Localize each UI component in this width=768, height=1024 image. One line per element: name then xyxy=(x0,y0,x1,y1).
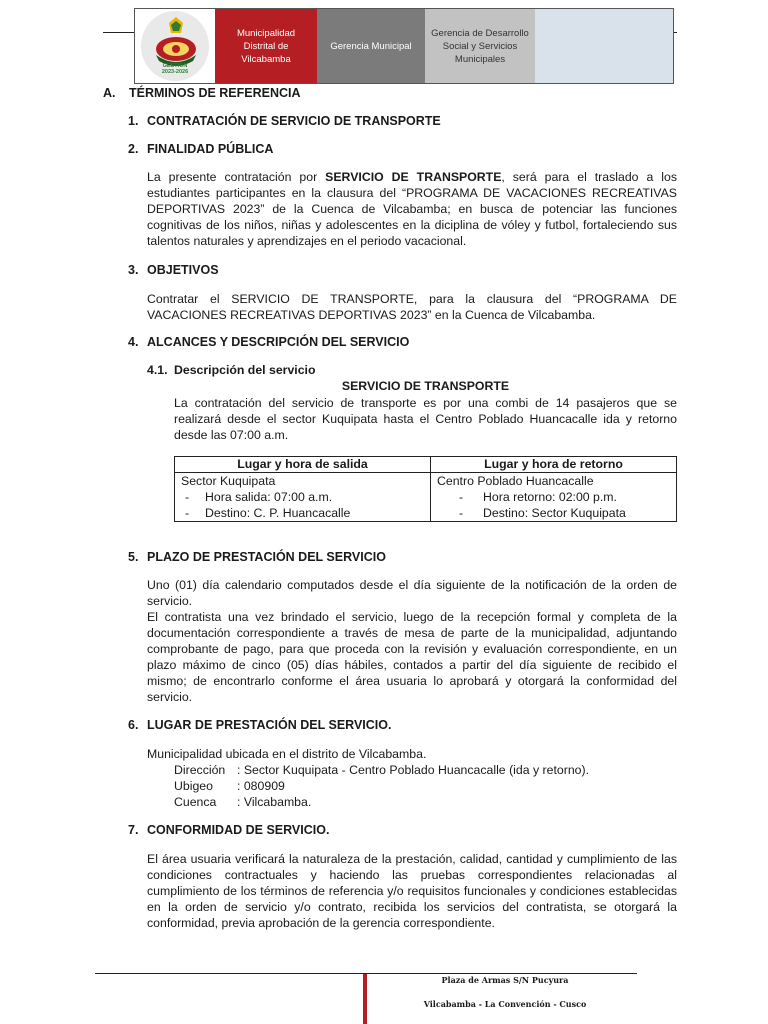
subsection-4-1-num: 4.1. xyxy=(147,363,168,377)
section-4-num: 4. xyxy=(128,335,139,349)
letterhead xyxy=(134,8,674,84)
return-place: Centro Poblado Huancacalle xyxy=(437,474,594,488)
schedule-table xyxy=(174,456,677,522)
logo-cell xyxy=(135,9,215,83)
section-2-title: FINALIDAD PÚBLICA xyxy=(147,142,274,156)
section-7-paragraph: El área usuaria verificará la naturaleza de la prestación, calidad, cantidad y cumplimiento de las condiciones contractuales y haciendo las pruebas correspondientes relacionadas al cumplimiento de los términos de referencia y/o requisitos funcionales y condiciones establecidas en la orden de servicio y/o contrato, recibida los servicios del contratista, se otorgará la conformidad, previa aprobación de la gerencia correspondiente. xyxy=(147,852,677,930)
location-label: Dirección xyxy=(174,763,226,777)
departure-time: Hora salida: 07:00 a.m. xyxy=(205,490,333,504)
return-destination: Destino: Sector Kuquipata xyxy=(483,506,626,520)
departure-item xyxy=(181,505,424,521)
section-3-num: 3. xyxy=(128,263,139,277)
logo-caption: GESTIÓN 2023-2026 xyxy=(161,63,189,75)
section-3-paragraph: Contratar el SERVICIO DE TRANSPORTE, para la clausura del “PROGRAMA DE VACACIONES RECREATIVAS DEPORTIVAS 2023” en la Cuenca de Vilcabamba. xyxy=(147,292,677,322)
section-3-title: OBJETIVOS xyxy=(147,263,219,277)
bullet-dash: - xyxy=(459,506,464,520)
section-2-num: 2. xyxy=(128,142,139,156)
section-2-text-post: , será para el traslado a los estudiantes participantes en la clausura del “PROGRAMA DE VACACIONES RECREATIVAS DEPORTIVAS 2023” de la Cuenca de Vilcabamba; en busca de potenciar las funciones cognitivas de los niños, niñas y adolescentes en la diciplina de vóley y futbol, fortaleciendo sus talentos naturales y aprendizajes en el periodo vacacional. xyxy=(147,170,677,248)
footer-accent-bar xyxy=(363,974,367,1024)
section-6-paragraph: Municipalidad ubicada en el distrito de Vilcabamba. xyxy=(147,747,427,761)
section-5-num: 5. xyxy=(128,550,139,564)
footer-address-line-1: Plaza de Armas S/N Pucyura xyxy=(441,975,569,985)
footer-address-line-2: Vilcabamba - La Convención - Cusco xyxy=(423,999,587,1009)
departure-destination: Destino: C. P. Huancacalle xyxy=(205,506,351,520)
section-7-num: 7. xyxy=(128,823,139,837)
location-value: : Sector Kuquipata - Centro Poblado Huancacalle (ida y retorno). xyxy=(237,763,590,777)
section-1-title: CONTRATACIÓN DE SERVICIO DE TRANSPORTE xyxy=(147,114,441,128)
service-center-title: SERVICIO DE TRANSPORTE xyxy=(341,379,510,393)
schedule-table-header xyxy=(175,457,677,473)
return-item xyxy=(437,489,670,505)
section-4-title: ALCANCES Y DESCRIPCIÓN DEL SERVICIO xyxy=(147,335,410,349)
departure-cell xyxy=(175,473,431,522)
section-2-paragraph xyxy=(147,169,677,249)
departure-place: Sector Kuquipata xyxy=(181,474,276,488)
section-5-paragraph-1: Uno (01) día calendario computados desde el día siguiente de la notificación de la orden de servicio. xyxy=(147,578,677,608)
bullet-dash: - xyxy=(185,506,190,520)
section-2-text-pre: La presente contratación por xyxy=(147,170,326,184)
section-7-title: CONFORMIDAD DE SERVICIO. xyxy=(147,823,330,837)
header-blank-cell xyxy=(535,9,673,83)
location-row xyxy=(174,794,311,810)
header-rule-left xyxy=(103,32,135,33)
schedule-table-row xyxy=(175,473,677,522)
municipal-logo xyxy=(141,11,209,81)
section-6-title: LUGAR DE PRESTACIÓN DEL SERVICIO. xyxy=(147,718,392,732)
section-1-num: 1. xyxy=(128,114,139,128)
location-value: : 080909 xyxy=(237,779,285,793)
return-cell xyxy=(431,473,677,522)
location-value: : Vilcabamba. xyxy=(237,795,312,809)
location-row xyxy=(174,762,589,778)
section-a-title: TÉRMINOS DE REFERENCIA xyxy=(129,86,301,100)
bullet-dash: - xyxy=(459,490,464,504)
municipality-name: Municipalidad Distrital de Vilcabamba xyxy=(215,9,317,83)
location-label: Cuenca xyxy=(174,795,217,809)
return-item xyxy=(437,505,670,521)
municipal-management: Gerencia Municipal xyxy=(317,9,425,83)
departure-header: Lugar y hora de salida xyxy=(175,457,431,473)
section-5-paragraph-2: El contratista una vez brindado el servicio, luego de la recepción formal y completa de la documentación correspondiente a través de mesa de parte de la municipalidad, adjuntando comprobante de pago, para que proceda con la revisión y evaluación correspondiente, en un plazo máximo de cinco (05) días hábiles, contados a partir del día siguiente de recibido el mismo; de encontrarlo conforme el área usuaria lo aprobará y otorgará la conformidad del servicio. xyxy=(147,610,677,704)
section-6-num: 6. xyxy=(128,718,139,732)
social-development-office: Gerencia de Desarrollo Social y Servicios Municipales xyxy=(425,9,535,83)
return-time: Hora retorno: 02:00 p.m. xyxy=(483,490,617,504)
subsection-4-1-title: Descripción del servicio xyxy=(174,363,316,377)
section-4-paragraph: La contratación del servicio de transporte es por una combi de 14 pasajeros que se realizará desde el sector Kuquipata hasta el Centro Poblado Huancacalle ida y retorno desde las 07:00 a.m. xyxy=(174,396,677,442)
departure-item xyxy=(181,489,424,505)
bullet-dash: - xyxy=(185,490,190,504)
section-5-title: PLAZO DE PRESTACIÓN DEL SERVICIO xyxy=(147,550,386,564)
location-row xyxy=(174,778,285,794)
location-label: Ubigeo xyxy=(174,779,213,793)
return-header: Lugar y hora de retorno xyxy=(431,457,677,473)
section-2-text-bold: SERVICIO DE TRANSPORTE xyxy=(325,170,502,184)
section-a-marker: A. xyxy=(103,86,116,100)
